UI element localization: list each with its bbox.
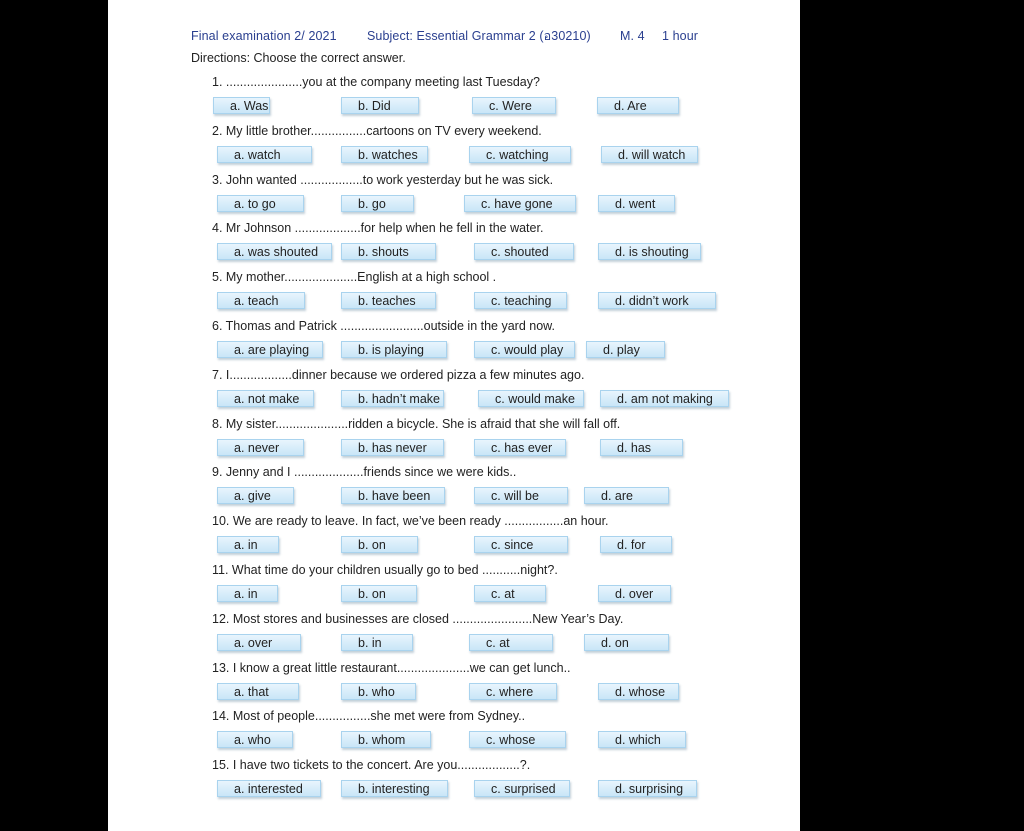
- question-10: 10. We are ready to leave. In fact, we’ve been ready .................an hour.: [212, 514, 609, 529]
- level-label: M. 4: [620, 29, 645, 43]
- q6-option-d[interactable]: d. play: [586, 341, 665, 358]
- q3-option-c[interactable]: c. have gone: [464, 195, 576, 212]
- q5-option-a[interactable]: a. teach: [217, 292, 305, 309]
- q5-option-c[interactable]: c. teaching: [474, 292, 567, 309]
- q7-option-a[interactable]: a. not make: [217, 390, 314, 407]
- q13-option-d[interactable]: d. whose: [598, 683, 679, 700]
- q9-option-b[interactable]: b. have been: [341, 487, 445, 504]
- q9-option-a[interactable]: a. give: [217, 487, 294, 504]
- exam-header: [191, 26, 698, 46]
- q8-option-c[interactable]: c. has ever: [474, 439, 566, 456]
- question-3: 3. John wanted ..................to work yesterday but he was sick.: [212, 172, 554, 187]
- q7-option-b[interactable]: b. hadn’t make: [341, 390, 444, 407]
- q14-option-d[interactable]: d. which: [598, 731, 686, 748]
- q8-option-d[interactable]: d. has: [600, 439, 683, 456]
- q11-option-d[interactable]: d. over: [598, 585, 671, 602]
- q1-option-a[interactable]: a. Was: [213, 97, 270, 114]
- question-8: 8. My sister.....................ridden a bicycle. She is afraid that she will fall off.: [212, 416, 621, 431]
- q14-option-c[interactable]: c. whose: [469, 731, 566, 748]
- question-2: 2. My little brother................cartoons on TV every weekend.: [212, 123, 542, 138]
- q1-option-d[interactable]: d. Are: [597, 97, 679, 114]
- q10-option-a[interactable]: a. in: [217, 536, 279, 553]
- q1-option-c[interactable]: c. Were: [472, 97, 556, 114]
- q9-option-d[interactable]: d. are: [584, 487, 669, 504]
- q12-option-a[interactable]: a. over: [217, 634, 301, 651]
- q13-option-c[interactable]: c. where: [469, 683, 557, 700]
- q7-option-d[interactable]: d. am not making: [600, 390, 729, 407]
- q4-option-d[interactable]: d. is shouting: [598, 243, 701, 260]
- q5-option-b[interactable]: b. teaches: [341, 292, 436, 309]
- question-15: 15. I have two tickets to the concert. Are you..................?.: [212, 758, 531, 773]
- q2-option-a[interactable]: a. watch: [217, 146, 312, 163]
- q11-option-c[interactable]: c. at: [474, 585, 546, 602]
- question-11: 11. What time do your children usually go to bed ...........night?.: [212, 563, 558, 577]
- q9-option-c[interactable]: c. will be: [474, 487, 568, 504]
- duration-label: 1 hour: [662, 29, 699, 43]
- q4-option-a[interactable]: a. was shouted: [217, 243, 332, 260]
- q3-option-d[interactable]: d. went: [598, 195, 675, 212]
- q8-option-b[interactable]: b. has never: [341, 439, 444, 456]
- q6-option-b[interactable]: b. is playing: [341, 341, 447, 358]
- q11-option-b[interactable]: b. on: [341, 585, 417, 602]
- q12-option-d[interactable]: d. on: [584, 634, 669, 651]
- q15-option-b[interactable]: b. interesting: [341, 780, 448, 797]
- q10-option-c[interactable]: c. since: [474, 536, 568, 553]
- question-9: 9. Jenny and I ....................friends since we were kids..: [212, 465, 517, 480]
- question-12: 12. Most stores and businesses are closed .......................New Year’s Day.: [212, 611, 624, 626]
- q13-option-b[interactable]: b. who: [341, 683, 416, 700]
- q10-option-b[interactable]: b. on: [341, 536, 418, 553]
- exam-page: [108, 0, 800, 831]
- q12-option-b[interactable]: b. in: [341, 634, 413, 651]
- q7-option-c[interactable]: c. would make: [478, 390, 584, 407]
- exam-title: Final examination 2/ 2021: [191, 29, 337, 43]
- question-4: 4. Mr Johnson ...................for help when he fell in the water.: [212, 221, 544, 236]
- q10-option-d[interactable]: d. for: [600, 536, 672, 553]
- q15-option-d[interactable]: d. surprising: [598, 780, 697, 797]
- question-13: 13. I know a great little restaurant.....................we can get lunch..: [212, 660, 571, 675]
- question-7: 7. I..................dinner because we ordered pizza a few minutes ago.: [212, 367, 585, 382]
- q15-option-c[interactable]: c. surprised: [474, 780, 570, 797]
- q8-option-a[interactable]: a. never: [217, 439, 304, 456]
- question-14: 14. Most of people................she met were from Sydney..: [212, 709, 526, 724]
- q11-option-a[interactable]: a. in: [217, 585, 278, 602]
- q13-option-a[interactable]: a. that: [217, 683, 299, 700]
- question-5: 5. My mother.....................English at a high school .: [212, 270, 497, 285]
- q2-option-d[interactable]: d. will watch: [601, 146, 698, 163]
- q5-option-d[interactable]: d. didn’t work: [598, 292, 716, 309]
- q4-option-b[interactable]: b. shouts: [341, 243, 436, 260]
- directions: Directions: Choose the correct answer.: [191, 51, 406, 65]
- q3-option-a[interactable]: a. to go: [217, 195, 304, 212]
- q15-option-a[interactable]: a. interested: [217, 780, 321, 797]
- q2-option-b[interactable]: b. watches: [341, 146, 428, 163]
- q14-option-a[interactable]: a. who: [217, 731, 293, 748]
- question-1: 1. ......................you at the company meeting last Tuesday?: [212, 75, 540, 89]
- question-6: 6. Thomas and Patrick ........................outside in the yard now.: [212, 319, 555, 333]
- q4-option-c[interactable]: c. shouted: [474, 243, 574, 260]
- q6-option-c[interactable]: c. would play: [474, 341, 575, 358]
- q6-option-a[interactable]: a. are playing: [217, 341, 323, 358]
- subject-label: Subject: Essential Grammar 2 (อ30210): [367, 29, 591, 43]
- q12-option-c[interactable]: c. at: [469, 634, 553, 651]
- q14-option-b[interactable]: b. whom: [341, 731, 431, 748]
- q3-option-b[interactable]: b. go: [341, 195, 414, 212]
- q1-option-b[interactable]: b. Did: [341, 97, 419, 114]
- q2-option-c[interactable]: c. watching: [469, 146, 571, 163]
